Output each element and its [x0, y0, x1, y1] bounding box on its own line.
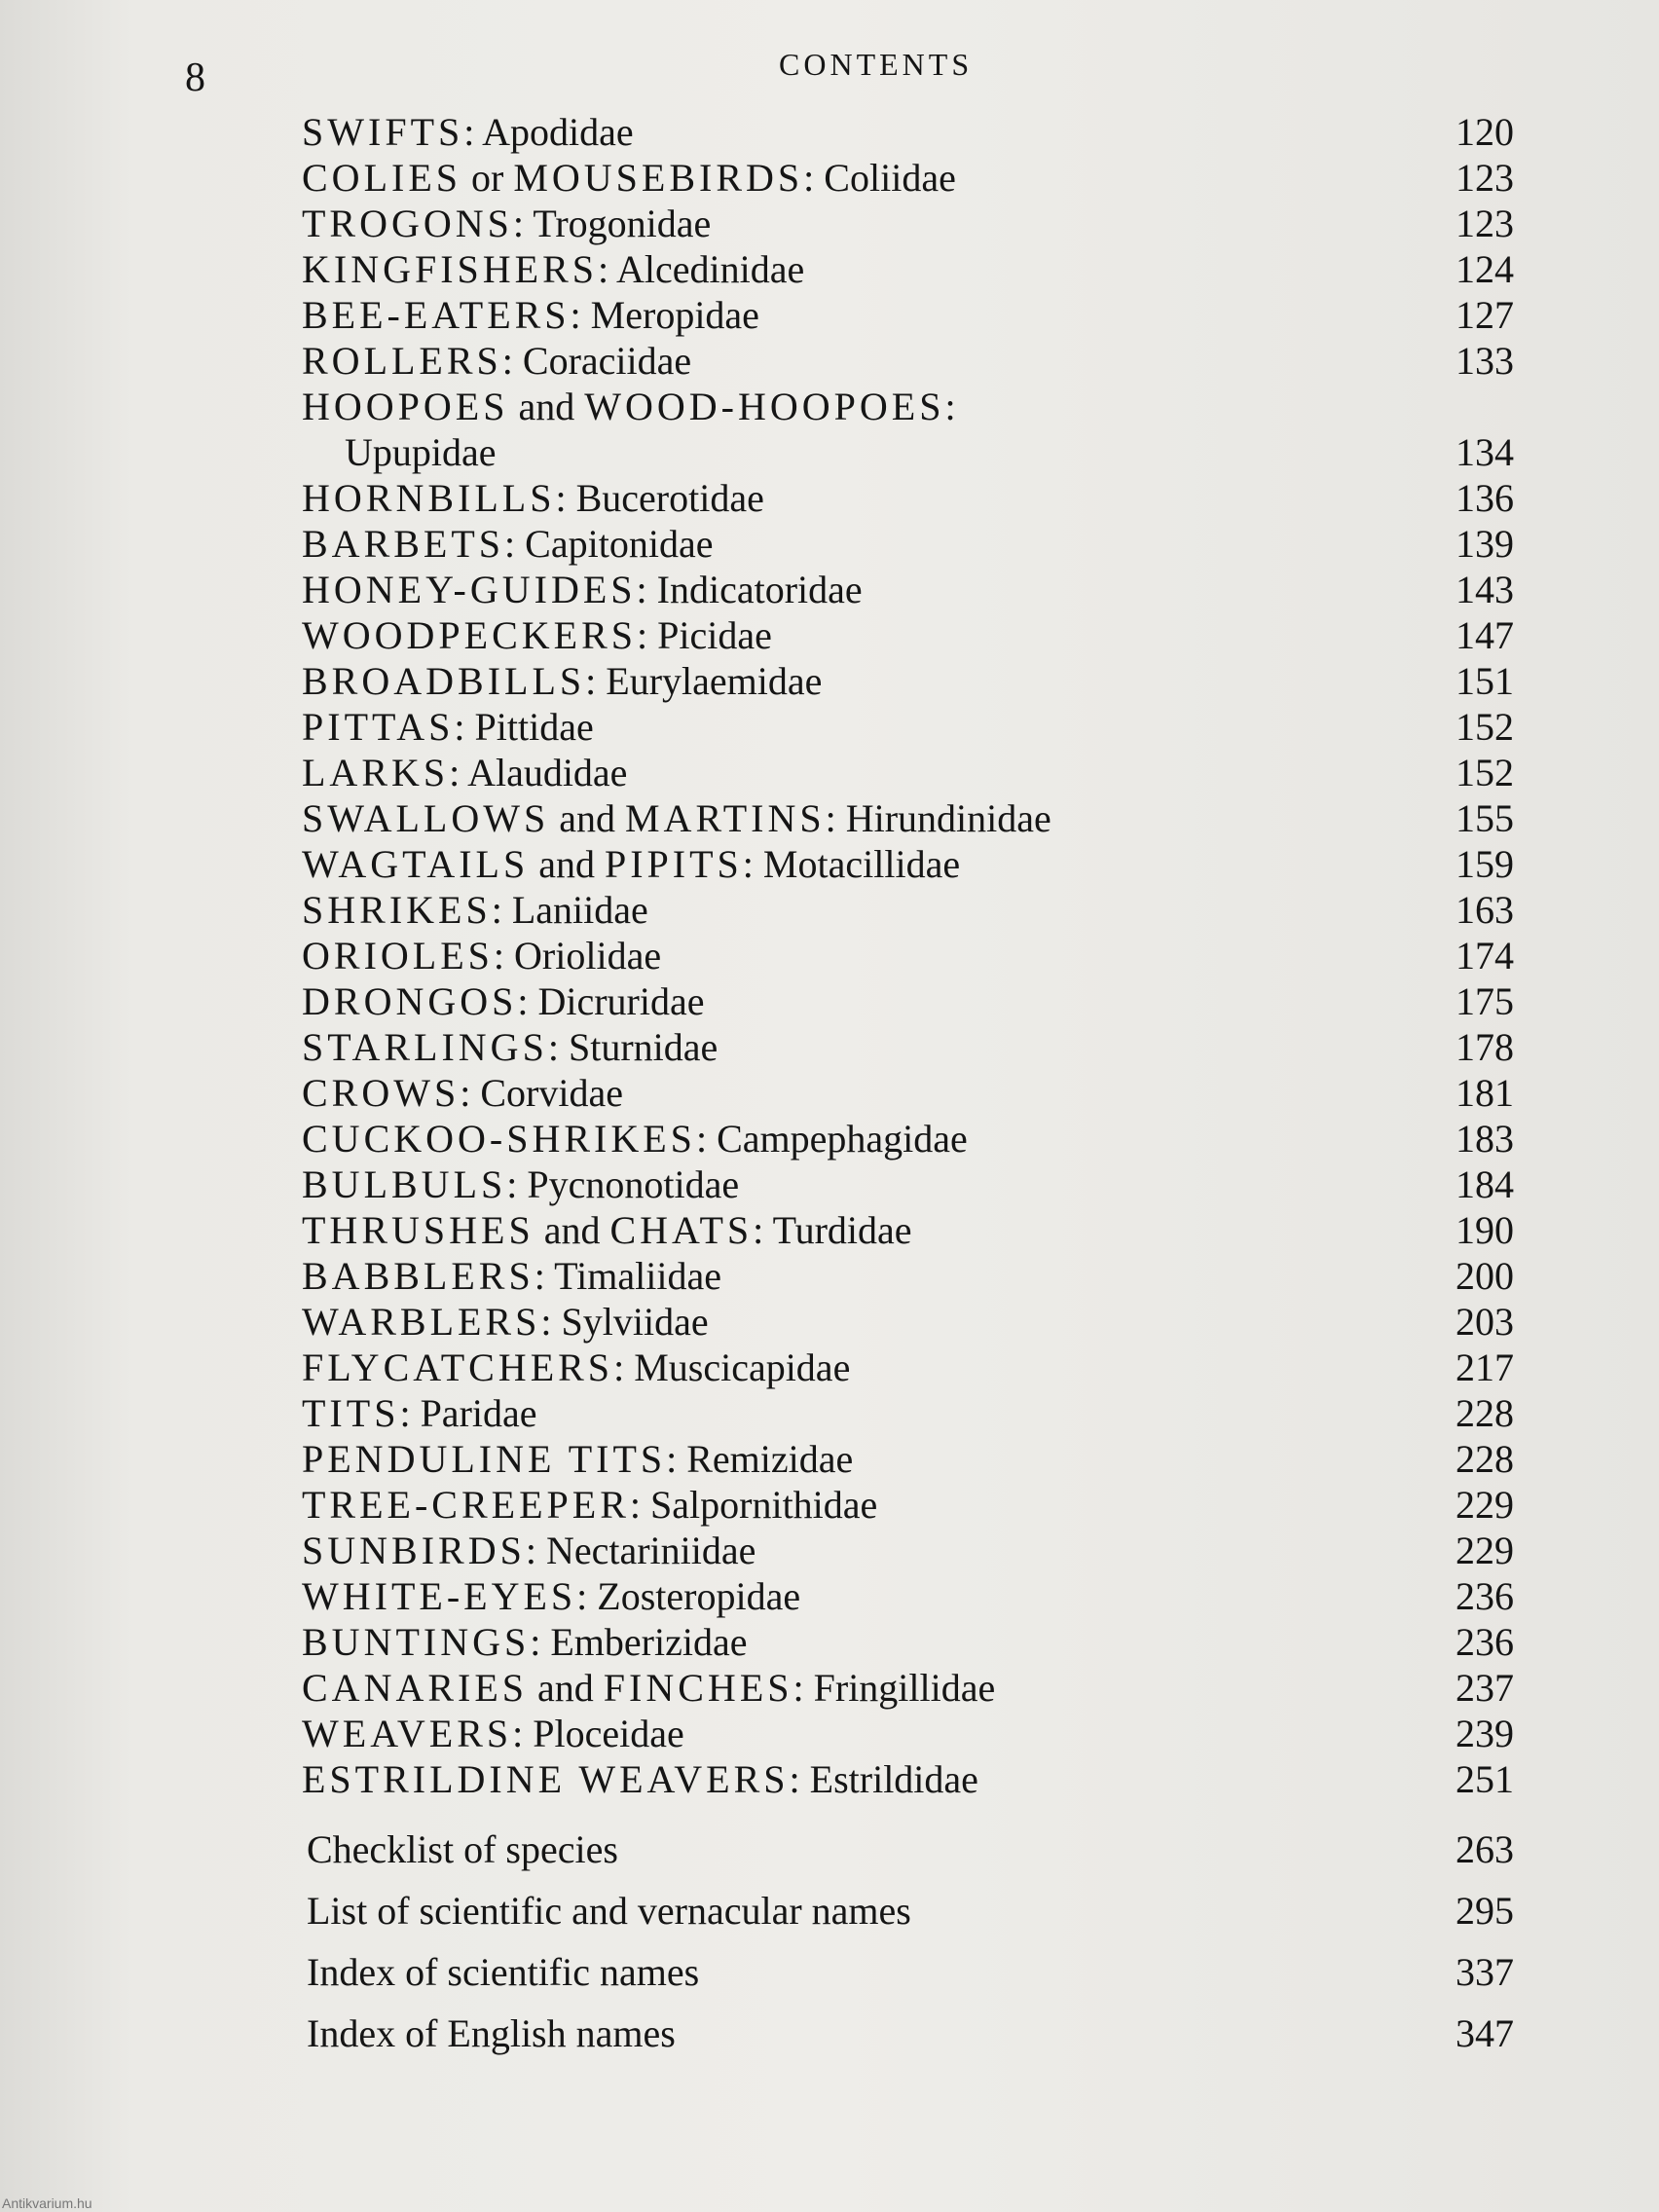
common-name: WOODPECKERS	[302, 613, 638, 657]
toc-entry	[302, 887, 1514, 933]
entry-name	[302, 201, 711, 246]
family-name: Upupidae	[345, 430, 497, 474]
toc-entry	[302, 1253, 1514, 1299]
colon-separator: :	[803, 156, 815, 200]
entry-name	[302, 612, 772, 658]
page-ref: 123	[1456, 202, 1514, 245]
page-ref: 184	[1456, 1162, 1514, 1206]
page-ref: 152	[1456, 751, 1514, 794]
toc-entry	[302, 978, 1514, 1024]
colon-separator: :	[454, 705, 465, 749]
family-name: Trogonidae	[533, 202, 712, 245]
entry-name	[302, 292, 759, 338]
common-name: DRONGOS	[302, 979, 518, 1023]
entry-name	[302, 475, 764, 521]
common-name: TITS	[302, 1391, 400, 1435]
entry-name	[302, 246, 804, 292]
common-name-2: MOUSEBIRDS	[513, 156, 804, 200]
toc-entry	[302, 292, 1514, 338]
page-ref: 123	[1456, 156, 1514, 200]
common-name: TREE-CREEPER	[302, 1483, 630, 1527]
toc-entry	[302, 1207, 1514, 1253]
toc-entry	[302, 1528, 1514, 1573]
colon-separator: :	[506, 1162, 518, 1206]
family-name: Pycnonotidae	[527, 1162, 740, 1206]
page-ref: 174	[1456, 934, 1514, 977]
page-ref: 127	[1456, 293, 1514, 337]
page-ref: 136	[1456, 476, 1514, 520]
toc-entry	[302, 384, 1514, 429]
colon-separator: :	[463, 110, 475, 154]
toc-entry	[302, 1070, 1514, 1116]
family-name: Fringillidae	[813, 1666, 996, 1710]
colon-separator: :	[540, 1300, 552, 1344]
common-name: STARLINGS	[302, 1025, 548, 1069]
connector-word: and	[559, 796, 615, 840]
colon-separator: :	[576, 1574, 588, 1618]
common-name: CANARIES	[302, 1666, 529, 1710]
colon-separator: :	[449, 751, 461, 794]
common-name: PENDULINE TITS	[302, 1437, 667, 1481]
page-ref: 200	[1456, 1254, 1514, 1298]
family-name: Laniidae	[511, 888, 648, 932]
entry-name	[302, 1207, 912, 1253]
toc-entry	[302, 704, 1514, 750]
page-ref: 295	[1456, 1889, 1514, 1933]
page-ref: 263	[1456, 1827, 1514, 1871]
page-ref: 133	[1456, 339, 1514, 383]
family-name: Oriolidae	[514, 934, 662, 977]
entry-name	[302, 155, 956, 201]
common-name: TROGONS	[302, 202, 513, 245]
entry-name	[302, 1253, 721, 1299]
colon-separator: :	[629, 1483, 642, 1527]
page-ref: 163	[1456, 888, 1514, 932]
family-name: Corvidae	[480, 1071, 623, 1115]
entry-name	[302, 933, 661, 978]
family-name: Picidae	[657, 613, 772, 657]
toc-entry	[302, 475, 1514, 521]
family-name: Campephagidae	[717, 1117, 968, 1161]
connector-word: and	[543, 1208, 601, 1252]
family-name: Salpornithidae	[650, 1483, 878, 1527]
page-ref: 347	[1456, 2011, 1514, 2055]
colon-separator: :	[742, 842, 754, 886]
colon-separator: :	[793, 1666, 804, 1710]
entry-name	[302, 1161, 739, 1207]
page-ref: 181	[1456, 1071, 1514, 1115]
common-name-2: WOOD-HOOPOES	[584, 385, 945, 428]
family-name: Pittidae	[474, 705, 594, 749]
family-name: Capitonidae	[525, 522, 714, 566]
page-ref: 228	[1456, 1437, 1514, 1481]
common-name: HOOPOES	[302, 385, 509, 428]
entry-name	[302, 1390, 537, 1436]
toc-entry	[302, 429, 1514, 475]
page-ref: 159	[1456, 842, 1514, 886]
colon-separator: :	[493, 934, 505, 977]
colon-separator: :	[789, 1757, 800, 1801]
entry-name	[302, 1573, 800, 1619]
family-name: Turdidae	[772, 1208, 912, 1252]
common-name-2: CHATS	[609, 1208, 754, 1252]
toc-entry	[302, 155, 1514, 201]
contents-list	[302, 109, 1514, 1802]
colon-separator: :	[530, 1620, 541, 1664]
page-ref: 190	[1456, 1208, 1514, 1252]
back-matter-title: List of scientific and vernacular names	[307, 1889, 911, 1933]
family-name: Zosteropidae	[597, 1574, 801, 1618]
entry-name	[302, 384, 956, 429]
page-ref: 203	[1456, 1300, 1514, 1344]
family-name: Meropidae	[590, 293, 759, 337]
colon-separator: :	[695, 1117, 708, 1161]
common-name: WEAVERS	[302, 1712, 513, 1755]
common-name: SWALLOWS	[302, 796, 550, 840]
colon-separator: :	[504, 522, 516, 566]
entry-name	[302, 1528, 756, 1573]
family-name: Sylviidae	[561, 1300, 709, 1344]
toc-entry	[302, 612, 1514, 658]
common-name: CUCKOO-SHRIKES	[302, 1117, 696, 1161]
family-name: Dicruridae	[537, 979, 705, 1023]
family-name: Coliidae	[824, 156, 956, 200]
toc-entry	[302, 246, 1514, 292]
back-matter-entry	[307, 1819, 1514, 1880]
entry-name	[302, 1665, 995, 1711]
page-ref: 139	[1456, 522, 1514, 566]
toc-entry	[302, 1299, 1514, 1345]
colon-separator: :	[501, 339, 513, 383]
back-matter-entry	[307, 2003, 1514, 2064]
common-name: SHRIKES	[302, 888, 492, 932]
colon-separator: :	[613, 1346, 625, 1389]
common-name: WARBLERS	[302, 1300, 541, 1344]
watermark: Antikvarium.hu	[2, 2195, 92, 2211]
page-ref: 143	[1456, 568, 1514, 611]
family-name: Timaliidae	[554, 1254, 721, 1298]
entry-name	[302, 109, 634, 155]
toc-entry	[302, 1024, 1514, 1070]
entry-name	[302, 1299, 709, 1345]
entry-name	[302, 658, 822, 704]
family-name: Sturnidae	[568, 1025, 719, 1069]
page-ref: 229	[1456, 1529, 1514, 1572]
connector-word: and	[538, 842, 595, 886]
entry-name	[302, 1345, 850, 1390]
entry-name	[302, 978, 705, 1024]
toc-entry	[302, 795, 1514, 841]
common-name: THRUSHES	[302, 1208, 535, 1252]
colon-separator: :	[460, 1071, 471, 1115]
common-name: COLIES	[302, 156, 461, 200]
colon-separator: :	[534, 1254, 545, 1298]
colon-separator: :	[399, 1391, 411, 1435]
page-ref: 151	[1456, 659, 1514, 703]
family-name: Apodidae	[482, 110, 634, 154]
colon-separator: :	[512, 1712, 524, 1755]
family-name: Coraciidae	[522, 339, 692, 383]
colon-separator: :	[570, 293, 581, 337]
entry-name	[302, 841, 960, 887]
colon-separator: :	[512, 202, 525, 245]
page-ref: 134	[1456, 430, 1514, 474]
common-name: ORIOLES	[302, 934, 494, 977]
page-ref: 229	[1456, 1483, 1514, 1527]
common-name: SWIFTS	[302, 110, 464, 154]
entry-name	[302, 750, 627, 795]
family-name: Emberizidae	[550, 1620, 748, 1664]
family-name: Alaudidae	[467, 751, 628, 794]
toc-entry	[302, 521, 1514, 567]
common-name: PITTAS	[302, 705, 455, 749]
back-matter-entry	[307, 1880, 1514, 1941]
family-name: Estrildidae	[809, 1757, 978, 1801]
family-name: Alcedinidae	[615, 247, 805, 291]
family-name: Bucerotidae	[575, 476, 764, 520]
toc-entry	[302, 1573, 1514, 1619]
page-ref: 183	[1456, 1117, 1514, 1161]
colon-separator: :	[491, 888, 502, 932]
toc-entry	[302, 841, 1514, 887]
back-matter-title: Index of English names	[307, 2011, 676, 2055]
page-ref: 124	[1456, 247, 1514, 291]
back-matter-title: Checklist of species	[307, 1827, 618, 1871]
page-ref: 251	[1456, 1757, 1514, 1801]
family-name: Nectariniidae	[545, 1529, 756, 1572]
entry-name	[302, 338, 691, 384]
connector-word: and	[537, 1666, 594, 1710]
colon-separator: :	[944, 385, 956, 428]
page-ref: 147	[1456, 613, 1514, 657]
common-name: KINGFISHERS	[302, 247, 599, 291]
family-name: Muscicapidae	[634, 1346, 851, 1389]
common-name: WAGTAILS	[302, 842, 530, 886]
entry-name	[302, 1116, 968, 1161]
colon-separator: :	[517, 979, 529, 1023]
entry-name	[302, 521, 713, 567]
connector-word: or	[471, 156, 504, 200]
entry-name	[302, 1070, 623, 1116]
running-head: CONTENTS	[779, 47, 974, 82]
toc-entry	[302, 1345, 1514, 1390]
entry-name	[302, 567, 863, 612]
back-matter-list	[307, 1819, 1514, 2064]
toc-entry	[302, 338, 1514, 384]
colon-separator: :	[637, 613, 648, 657]
toc-entry	[302, 750, 1514, 795]
common-name-2: MARTINS	[624, 796, 826, 840]
entry-name	[302, 1756, 978, 1802]
common-name: SUNBIRDS	[302, 1529, 526, 1572]
page-ref: 120	[1456, 110, 1514, 154]
entry-name	[302, 429, 497, 475]
common-name: ROLLERS	[302, 339, 502, 383]
family-name: Remizidae	[686, 1437, 854, 1481]
common-name-2: PIPITS	[604, 842, 743, 886]
toc-entry	[302, 1390, 1514, 1436]
family-name: Motacillidae	[762, 842, 961, 886]
page-ref: 152	[1456, 705, 1514, 749]
common-name: FLYCATCHERS	[302, 1346, 614, 1389]
back-matter-entry	[307, 1941, 1514, 2003]
family-name: Paridae	[420, 1391, 537, 1435]
common-name: BABBLERS	[302, 1254, 535, 1298]
page-ref: 178	[1456, 1025, 1514, 1069]
colon-separator: :	[547, 1025, 559, 1069]
common-name: BEE-EATERS	[302, 293, 571, 337]
colon-separator: :	[585, 659, 597, 703]
page-number: 8	[185, 55, 205, 100]
common-name: HORNBILLS	[302, 476, 556, 520]
page-ref: 337	[1456, 1950, 1514, 1994]
toc-entry	[302, 1619, 1514, 1665]
page-ref: 237	[1456, 1666, 1514, 1710]
common-name: CROWS	[302, 1071, 461, 1115]
toc-entry	[302, 1756, 1514, 1802]
entry-name	[302, 1619, 747, 1665]
family-name: Eurylaemidae	[606, 659, 823, 703]
page-ref: 175	[1456, 979, 1514, 1023]
toc-entry	[302, 1711, 1514, 1756]
family-name: Indicatoridae	[656, 568, 863, 611]
common-name: BUNTINGS	[302, 1620, 531, 1664]
page-ref: 217	[1456, 1346, 1514, 1389]
common-name: WHITE-EYES	[302, 1574, 577, 1618]
common-name: LARKS	[302, 751, 450, 794]
back-matter-title: Index of scientific names	[307, 1950, 700, 1994]
toc-entry	[302, 201, 1514, 246]
page-ref: 236	[1456, 1574, 1514, 1618]
toc-entry	[302, 109, 1514, 155]
entry-name	[302, 887, 648, 933]
entry-name	[302, 1711, 684, 1756]
page-ref: 239	[1456, 1712, 1514, 1755]
toc-entry	[302, 1436, 1514, 1482]
colon-separator: :	[598, 247, 609, 291]
entry-name	[302, 1482, 877, 1528]
toc-entry	[302, 658, 1514, 704]
colon-separator: :	[666, 1437, 678, 1481]
common-name: BROADBILLS	[302, 659, 586, 703]
toc-entry	[302, 1665, 1514, 1711]
common-name: BULBULS	[302, 1162, 507, 1206]
common-name-2: FINCHES	[603, 1666, 793, 1710]
family-name: Ploceidae	[533, 1712, 684, 1755]
entry-name	[302, 1436, 853, 1482]
toc-entry	[302, 1161, 1514, 1207]
toc-entry	[302, 567, 1514, 612]
page-ref: 236	[1456, 1620, 1514, 1664]
page-ref: 228	[1456, 1391, 1514, 1435]
family-name: Hirundinidae	[845, 796, 1051, 840]
colon-separator: :	[555, 476, 567, 520]
entry-name	[302, 795, 1051, 841]
common-name: HONEY-GUIDES	[302, 568, 637, 611]
connector-word: and	[518, 385, 575, 428]
colon-separator: :	[825, 796, 836, 840]
common-name: BARBETS	[302, 522, 505, 566]
toc-entry	[302, 933, 1514, 978]
colon-separator: :	[753, 1208, 764, 1252]
toc-entry	[302, 1116, 1514, 1161]
colon-separator: :	[525, 1529, 536, 1572]
entry-name	[302, 704, 594, 750]
common-name: ESTRILDINE WEAVERS	[302, 1757, 790, 1801]
page-ref: 155	[1456, 796, 1514, 840]
entry-name	[302, 1024, 718, 1070]
colon-separator: :	[636, 568, 647, 611]
toc-entry	[302, 1482, 1514, 1528]
